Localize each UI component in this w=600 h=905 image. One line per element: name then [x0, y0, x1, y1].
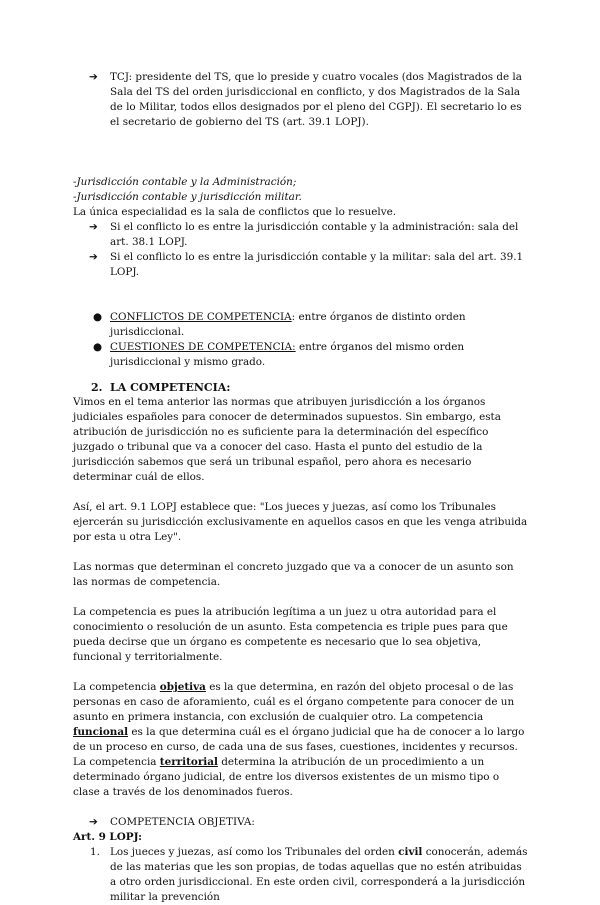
bullet-term: CONFLICTOS DE COMPETENCIA	[110, 311, 292, 323]
tcj-arrow-item	[73, 70, 528, 130]
section-heading	[73, 380, 528, 395]
bullet-text: entre órganos del mismo orden jurisdiccional y mismo grado.	[110, 341, 465, 368]
paragraph-tipos-competencia	[73, 680, 528, 800]
text-run: es la que determina cuál es el órgano judicial que ha de conocer a lo largo de un proceso en curso, de cada una de sus fases, cuestiones, incidentes y recursos. La competencia	[73, 726, 525, 768]
text-run: conocerán, además de las materias que les son propias, de todas aquellas que no estén atribuidas a otro orden jurisdiccional. En este orden civil, corresponderá a la jurisdicción militar la prevención	[110, 846, 528, 903]
tcj-text: TCJ: presidente del TS, que lo preside y cuatro vocales (dos Magistrados de la Sala del TS del orden jurisdiccional en conflicto, y dos Magistrados de la Sala de lo Militar, todos ellos designados por el pleno del CGPJ). El secretario lo es el secretario de gobierno del TS (art. 39.1 LOPJ).	[110, 71, 522, 128]
bullet-sep: :	[291, 311, 296, 323]
item-number: 1.	[90, 846, 100, 858]
competencia-objetiva-item	[73, 815, 528, 830]
jurisdiccion-contable-militar: -Jurisdicción contable y jurisdicción militar.	[73, 191, 302, 203]
term-civil: civil	[398, 846, 423, 858]
art-9-label: Art. 9 LOPJ:	[73, 831, 142, 843]
competencia-objetiva-label: COMPETENCIA OBJETIVA:	[110, 816, 255, 828]
text-run: Los jueces y juezas, así como los Tribunales del orden	[110, 846, 399, 858]
text-run: es la que determina, en razón del objeto procesal o de las personas en caso de aforamiento, cuál es el órgano competente para conocer de un asunto en primera instancia, con exclusión de cualquier otro. La competencia	[73, 681, 515, 723]
section-number: 2.	[91, 381, 103, 394]
text-run: La competencia	[73, 681, 160, 693]
arrow-item-text: Si el conflicto lo es entre la jurisdicción contable y la administración: sala del art. 38.1 LOPJ.	[110, 221, 519, 248]
paragraph-triple: La competencia es pues la atribución legítima a un juez u otra autoridad para el conocimiento o resolución de un asunto. Esta competencia es triple pues para que pueda decirse que un órgano es competente es necesario que lo sea objetiva, funcional y territorialmente.	[73, 606, 508, 663]
especialidad-text: La única especialidad es la sala de conflictos que lo resuelve.	[73, 206, 397, 218]
paragraph-intro: Vimos en el tema anterior las normas que atribuyen jurisdicción a los órganos judiciales españoles para conocer de determinados supuestos. Sin embargo, esta atribución de jurisdicción no es suficiente para la determinación del específico juzgado o tribunal que va a conocer del caso. Hasta el punto del estudio de la jurisdicción sabemos que será un tribunal español, pero ahora es necesario determinar cuál de ellos.	[73, 396, 501, 483]
bullet-text: entre órganos de distinto orden jurisdiccional.	[110, 311, 466, 338]
bullet-cuestiones	[73, 340, 528, 370]
term-funcional: funcional	[73, 726, 129, 738]
bullet-conflictos	[73, 310, 528, 340]
arrow-item-administracion	[73, 220, 528, 250]
arrow-icon: ➔	[89, 816, 98, 828]
bullet-term: CUESTIONES DE COMPETENCIA:	[110, 341, 296, 353]
numbered-item-1	[73, 845, 528, 905]
term-territorial: territorial	[159, 756, 218, 768]
text-run: determina la atribución de un procedimiento a un determinado órgano judicial, de entre los diversos existentes de un mismo tipo o clase a través de los denominados fueros.	[73, 756, 500, 798]
paragraph-normas: Las normas que determinan el concreto juzgado que va a conocer de un asunto son las normas de competencia.	[73, 561, 514, 588]
arrow-icon: ➔	[89, 221, 98, 233]
term-objetiva: objetiva	[159, 681, 206, 693]
paragraph-art-9-1: Así, el art. 9.1 LOPJ establece que: "Los jueces y juezas, así como los Tribunales ejercerán su jurisdicción exclusivamente en aquellos casos en que les venga atribuida por esta u otra Ley".	[73, 501, 528, 543]
arrow-icon: ➔	[89, 251, 98, 263]
bullet-icon: ●	[93, 341, 103, 353]
bullet-icon: ●	[93, 311, 103, 323]
section-title: LA COMPETENCIA:	[110, 381, 231, 394]
arrow-item-militar	[73, 250, 528, 280]
arrow-icon: ➔	[89, 71, 98, 83]
arrow-item-text: Si el conflicto lo es entre la jurisdicción contable y la militar: sala del art. 39.1 LOPJ.	[110, 251, 524, 278]
jurisdiccion-contable-administracion: -Jurisdicción contable y la Administración;	[73, 176, 297, 188]
